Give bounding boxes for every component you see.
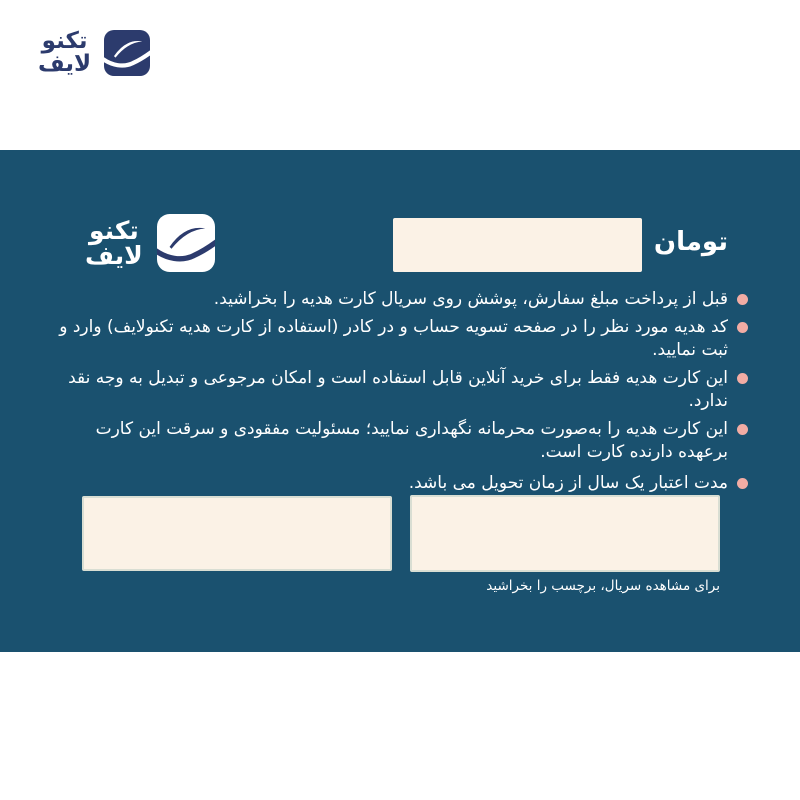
serial-caption: برای مشاهده سریال، برچسب را بخراشید — [486, 578, 720, 594]
instruction-text: مدت اعتبار یک سال از زمان تحویل می باشد. — [408, 472, 728, 493]
bullet-dot-icon — [737, 478, 748, 489]
bullet-dot-icon — [737, 424, 748, 435]
gift-card — [0, 150, 800, 652]
amount-scratch-field — [393, 218, 642, 272]
card-brand-logo — [85, 214, 215, 272]
serial-scratch-field-right — [410, 495, 720, 572]
brand-wordmark — [38, 30, 91, 77]
instruction-item — [58, 288, 748, 312]
instruction-text: قبل از پرداخت مبلغ سفارش، پوشش روی سریال کارت هدیه را بخراشید. — [213, 289, 728, 309]
instruction-item — [58, 418, 748, 465]
technolife-swoosh-icon — [157, 214, 215, 272]
card-brand-wordmark-line1: تکنو — [88, 215, 139, 245]
instructions-list — [58, 288, 748, 499]
card-brand-wordmark — [85, 215, 143, 270]
header-brand-logo — [38, 30, 150, 77]
currency-label: تومان — [653, 227, 728, 257]
brand-wordmark-line1: تکنو — [41, 28, 88, 54]
card-brand-wordmark-line2: لایف — [85, 241, 143, 270]
instruction-text: این کارت هدیه را به‌صورت محرمانه نگهداری نمایید؛ مسئولیت مفقودی و سرقت این کارت برعهده دارنده کارت است. — [95, 418, 728, 462]
bullet-dot-icon — [737, 294, 748, 305]
technolife-swoosh-icon — [104, 30, 150, 76]
bullet-dot-icon — [737, 373, 748, 384]
brand-wordmark-line2: لایف — [38, 51, 92, 78]
instruction-text: این کارت هدیه فقط برای خرید آنلاین قابل استفاده است و امکان مرجوعی و تبدیل به وجه نقد ندارد. — [68, 367, 728, 411]
instruction-text: کد هدیه مورد نظر را در صفحه تسویه حساب و در کادر (استفاده از کارت هدیه تکنولایف) وارد و ثبت نمایید. — [59, 316, 728, 360]
instruction-item — [58, 316, 748, 363]
instruction-item — [58, 367, 748, 414]
instruction-item — [58, 472, 748, 496]
bullet-dot-icon — [737, 322, 748, 333]
serial-scratch-field-left — [82, 496, 392, 571]
